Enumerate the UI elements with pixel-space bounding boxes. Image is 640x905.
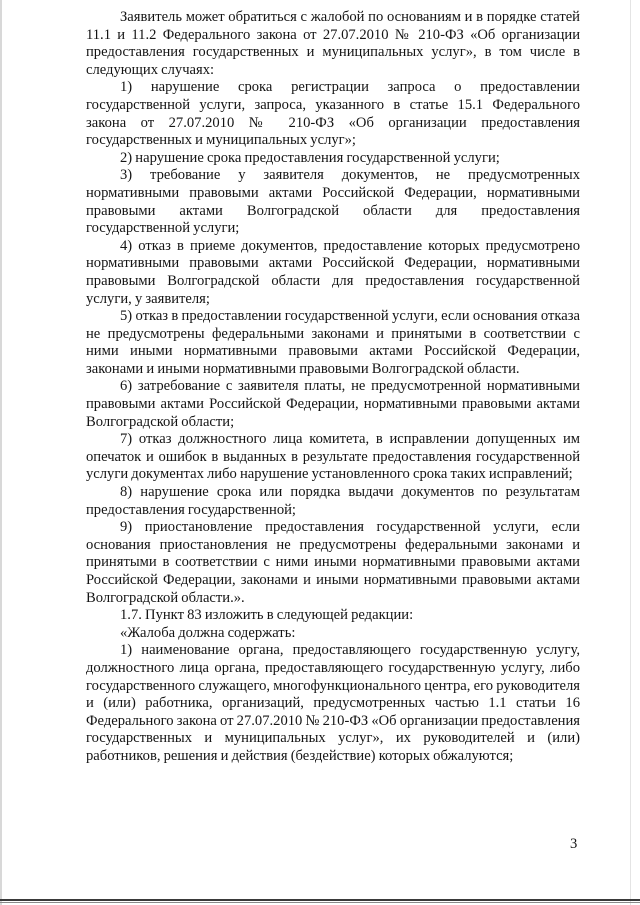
paragraph-contents-item-1: 1) наименование органа, предоставляющего государственную услугу, должностного лица органа, предоставляющего государственную услугу, либо государственного служащего, многофункционального центра, его руководителя и (или) работника, организаций, предусмотренных частью 1.1 статьи 16 Федерального закона от 27.07.2010 № 210-ФЗ «Об организации предоставления государственных и муниципальных услуг», их руководителей и (или) работников, решения и действия (бездействие) которых обжалуются; bbox=[86, 642, 581, 764]
document-body bbox=[86, 9, 580, 766]
paragraph-item-2: 2) нарушение срока предоставления государственной услуги; bbox=[120, 149, 500, 166]
paragraph-complaint-grounds: Заявитель может обратиться с жалобой по основаниям и в порядке статей 11.1 и 11.2 Федерального закона от 27.07.2010 № 210-ФЗ «Об организации предоставления государственных и муниципальных услуг», в том числе в следующих случаях: bbox=[86, 9, 580, 78]
paragraph-amendment-1-7: 1.7. Пункт 83 изложить в следующей редакции: bbox=[120, 607, 414, 624]
paragraph-complaint-contents-heading: «Жалоба должна содержать: bbox=[120, 624, 296, 641]
paragraph-item-7: 7) отказ должностного лица комитета, в исправлении допущенных им опечаток и ошибок в выданных в результате предоставления государственной услуги документах либо нарушение установленного срока таких исправлений; bbox=[86, 431, 580, 483]
scan-edge-left bbox=[0, 0, 2, 905]
paragraph-item-3: 3) требование у заявителя документов, не предусмотренных нормативными правовыми актами Российской Федерации, нормативными правовыми актами Волгоградской области для предоставления государственной услуги; bbox=[86, 167, 580, 237]
paragraph-item-4: 4) отказ в приеме документов, предоставление которых предусмотрено нормативными правовыми актами Российской Федерации, нормативными правовыми Волгоградской области для предоставления государственной услуги, у заявителя; bbox=[86, 237, 580, 307]
scan-edge-right bbox=[630, 0, 631, 905]
scan-bottom-edge-shadow bbox=[0, 902, 640, 903]
paragraph-item-5: 5) отказ в предоставлении государственной услуги, если основания отказа не предусмотрены федеральными законами и принятыми в соответствии с ними иными нормативными правовыми актами Российской Федерации, законами и иными нормативными правовыми Волгоградской области. bbox=[86, 308, 580, 377]
paragraph-item-9: 9) приостановление предоставления государственной услуги, если основания приостановления не предусмотрены федеральными законами и принятыми в соответствии с ними иными нормативными правовыми актами Российской Федерации, законами и иными нормативными правовыми актами Волгоградской области.». bbox=[86, 519, 580, 606]
paragraph-item-1: 1) нарушение срока регистрации запроса о предоставлении государственной услуги, запроса, указанного в статье 15.1 Федерального закона от 27.07.2010 № 210-ФЗ «Об организации предоставления государственных и муниципальных услуг»; bbox=[86, 79, 580, 149]
paragraph-item-8: 8) нарушение срока или порядка выдачи документов по результатам предоставления государственной; bbox=[86, 484, 580, 518]
page-number: 3 bbox=[570, 836, 578, 852]
paragraph-item-6: 6) затребование с заявителя платы, не предусмотренной нормативными правовыми актами Российской Федерации, нормативными правовыми актами Волгоградской области; bbox=[86, 378, 580, 430]
scan-bottom-edge bbox=[0, 899, 640, 901]
